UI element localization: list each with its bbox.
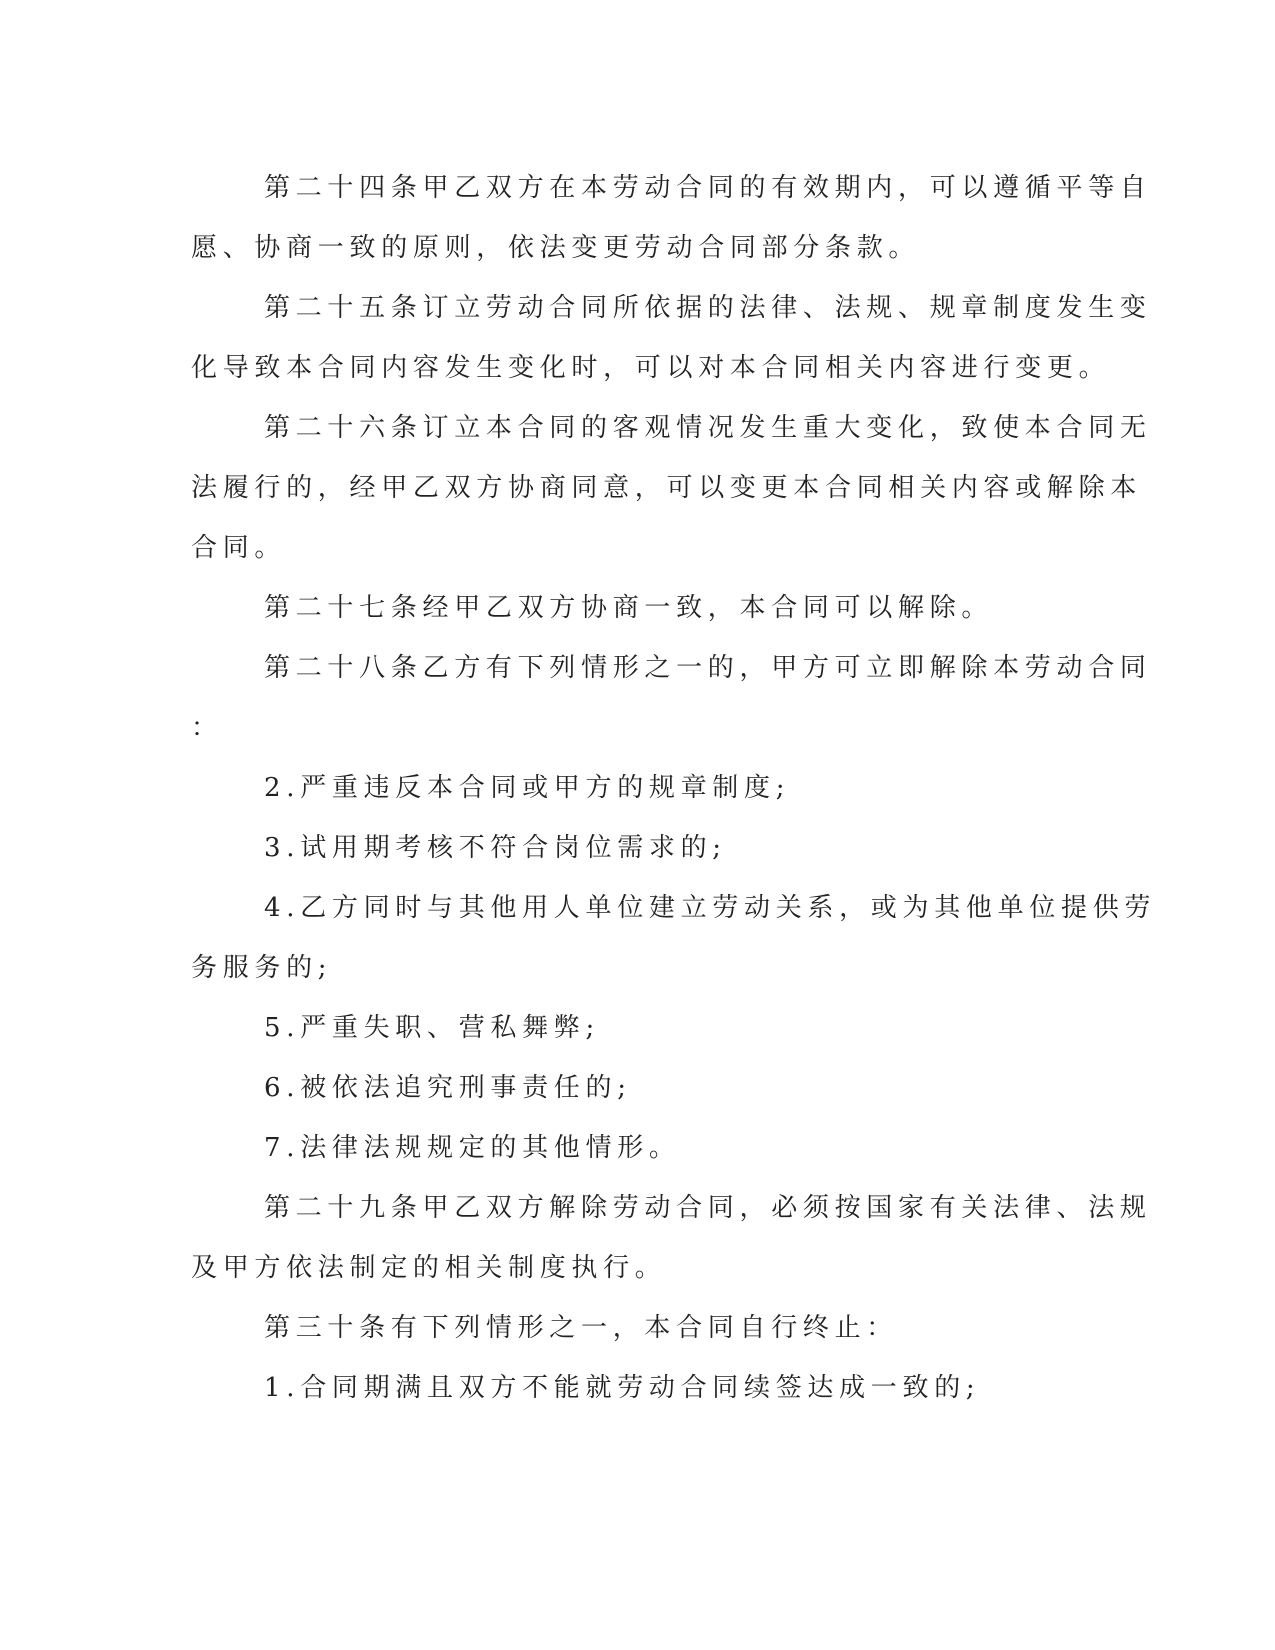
text-line: 法履行的，经甲乙双方协商同意，可以变更本合同相关内容或解除本 xyxy=(191,473,1143,503)
text-line: 及甲方依法制定的相关制度执行。 xyxy=(191,1253,667,1283)
text-line: 第三十条有下列情形之一，本合同自行终止： xyxy=(264,1313,899,1343)
text-line: 务服务的; xyxy=(191,953,333,983)
list-item-6 xyxy=(191,1058,1071,1118)
text-line: 第二十八条乙方有下列情形之一的，甲方可立即解除本劳动合同 xyxy=(264,653,1152,683)
text-line: 第二十六条订立本合同的客观情况发生重大变化，致使本合同无 xyxy=(264,413,1152,443)
text-line: 4.乙方同时与其他用人单位建立劳动关系，或为其他单位提供劳 xyxy=(264,893,1157,923)
text-line: 第二十四条甲乙双方在本劳动合同的有效期内，可以遵循平等自 xyxy=(264,173,1152,203)
text-line: 6.被依法追究刑事责任的; xyxy=(264,1073,632,1103)
article-30-paragraph xyxy=(191,1298,1071,1358)
article-29-paragraph xyxy=(191,1178,1152,1298)
text-line: 第二十七条经甲乙双方协商一致，本合同可以解除。 xyxy=(264,593,994,623)
text-line: 2.严重违反本合同或甲方的规章制度; xyxy=(264,773,791,803)
list-item-3 xyxy=(191,818,1071,878)
text-line: 第二十五条订立劳动合同所依据的法律、法规、规章制度发生变 xyxy=(264,293,1152,323)
article-28-paragraph xyxy=(191,638,1152,758)
article-27-paragraph xyxy=(191,578,1071,638)
article-24-paragraph xyxy=(191,158,1152,278)
text-line: 第二十九条甲乙双方解除劳动合同，必须按国家有关法律、法规 xyxy=(264,1193,1152,1223)
text-line: ： xyxy=(191,713,223,743)
list-item-2 xyxy=(191,758,1071,818)
list-item-7 xyxy=(191,1118,1071,1178)
text-line: 5.严重失职、营私舞弊; xyxy=(264,1013,600,1043)
list-item-4 xyxy=(191,878,1157,998)
text-line: 1.合同期满且双方不能就劳动合同续签达成一致的; xyxy=(264,1373,981,1403)
list-item-5 xyxy=(191,998,1071,1058)
text-line: 合同。 xyxy=(191,533,287,563)
document-body xyxy=(191,158,1157,1418)
text-line: 3.试用期考核不符合岗位需求的; xyxy=(264,833,727,863)
text-line: 化导致本合同内容发生变化时，可以对本合同相关内容进行变更。 xyxy=(191,353,1111,383)
termination-item-1 xyxy=(191,1358,1071,1418)
text-line: 7.法律法规规定的其他情形。 xyxy=(264,1133,681,1163)
text-line: 愿、协商一致的原则，依法变更劳动合同部分条款。 xyxy=(191,233,921,263)
article-25-paragraph xyxy=(191,278,1152,398)
article-26-paragraph xyxy=(191,398,1152,578)
